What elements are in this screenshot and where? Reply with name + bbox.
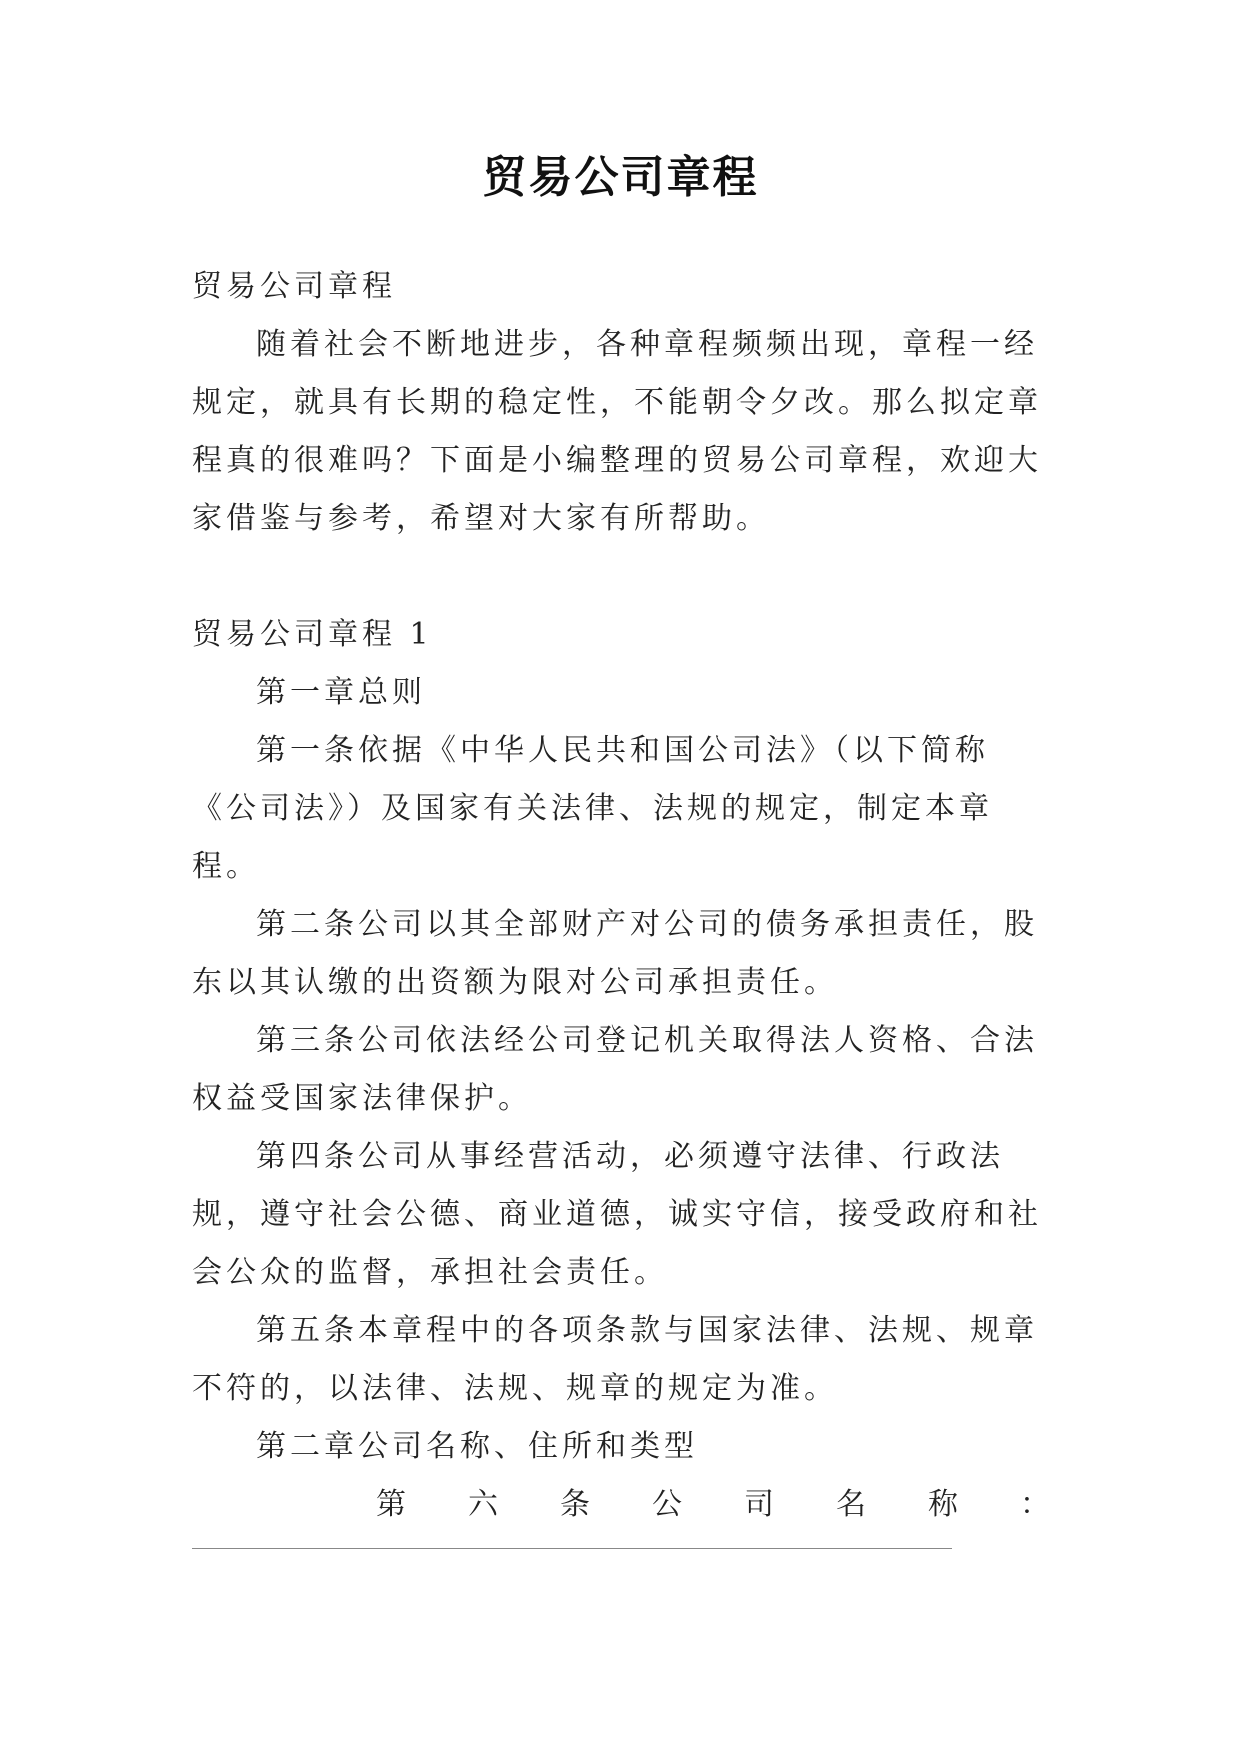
chapter-heading-2: 第二章公司名称、住所和类型	[256, 1429, 698, 1464]
article-1: 第一条依据《中华人民共和国公司法》（以下简称《公司法》）及国家有关法律、法规的规定，制定本章程。	[192, 733, 993, 884]
article-3: 第三条公司依法经公司登记机关取得法人资格、合法权益受国家法律保护。	[192, 1023, 1038, 1116]
paragraph-spacer	[192, 548, 1054, 606]
intro-heading: 贸易公司章程	[192, 269, 396, 304]
section-heading: 贸易公司章程 1	[192, 617, 433, 652]
article-5: 第五条本章程中的各项条款与国家法律、法规、规章不符的，以法律、法规、规章的规定为准。	[192, 1313, 1038, 1406]
article-6: 第六条公司名称：	[376, 1487, 1054, 1522]
chapter-heading-1: 第一章总则	[256, 675, 426, 710]
document-body	[192, 258, 1054, 1534]
article-2: 第二条公司以其全部财产对公司的债务承担责任，股东以其认缴的出资额为限对公司承担责任。	[192, 907, 1038, 1000]
article-4: 第四条公司从事经营活动，必须遵守法律、行政法规，遵守社会公德、商业道德，诚实守信，接受政府和社会公众的监督，承担社会责任。	[192, 1139, 1042, 1290]
intro-paragraph: 随着社会不断地进步，各种章程频频出现，章程一经规定，就具有长期的稳定性，不能朝令夕改。那么拟定章程真的很难吗？下面是小编整理的贸易公司章程，欢迎大家借鉴与参考，希望对大家有所帮助。	[192, 327, 1042, 536]
page-footer-divider	[192, 1548, 952, 1549]
document-title: 贸易公司章程	[482, 152, 759, 203]
